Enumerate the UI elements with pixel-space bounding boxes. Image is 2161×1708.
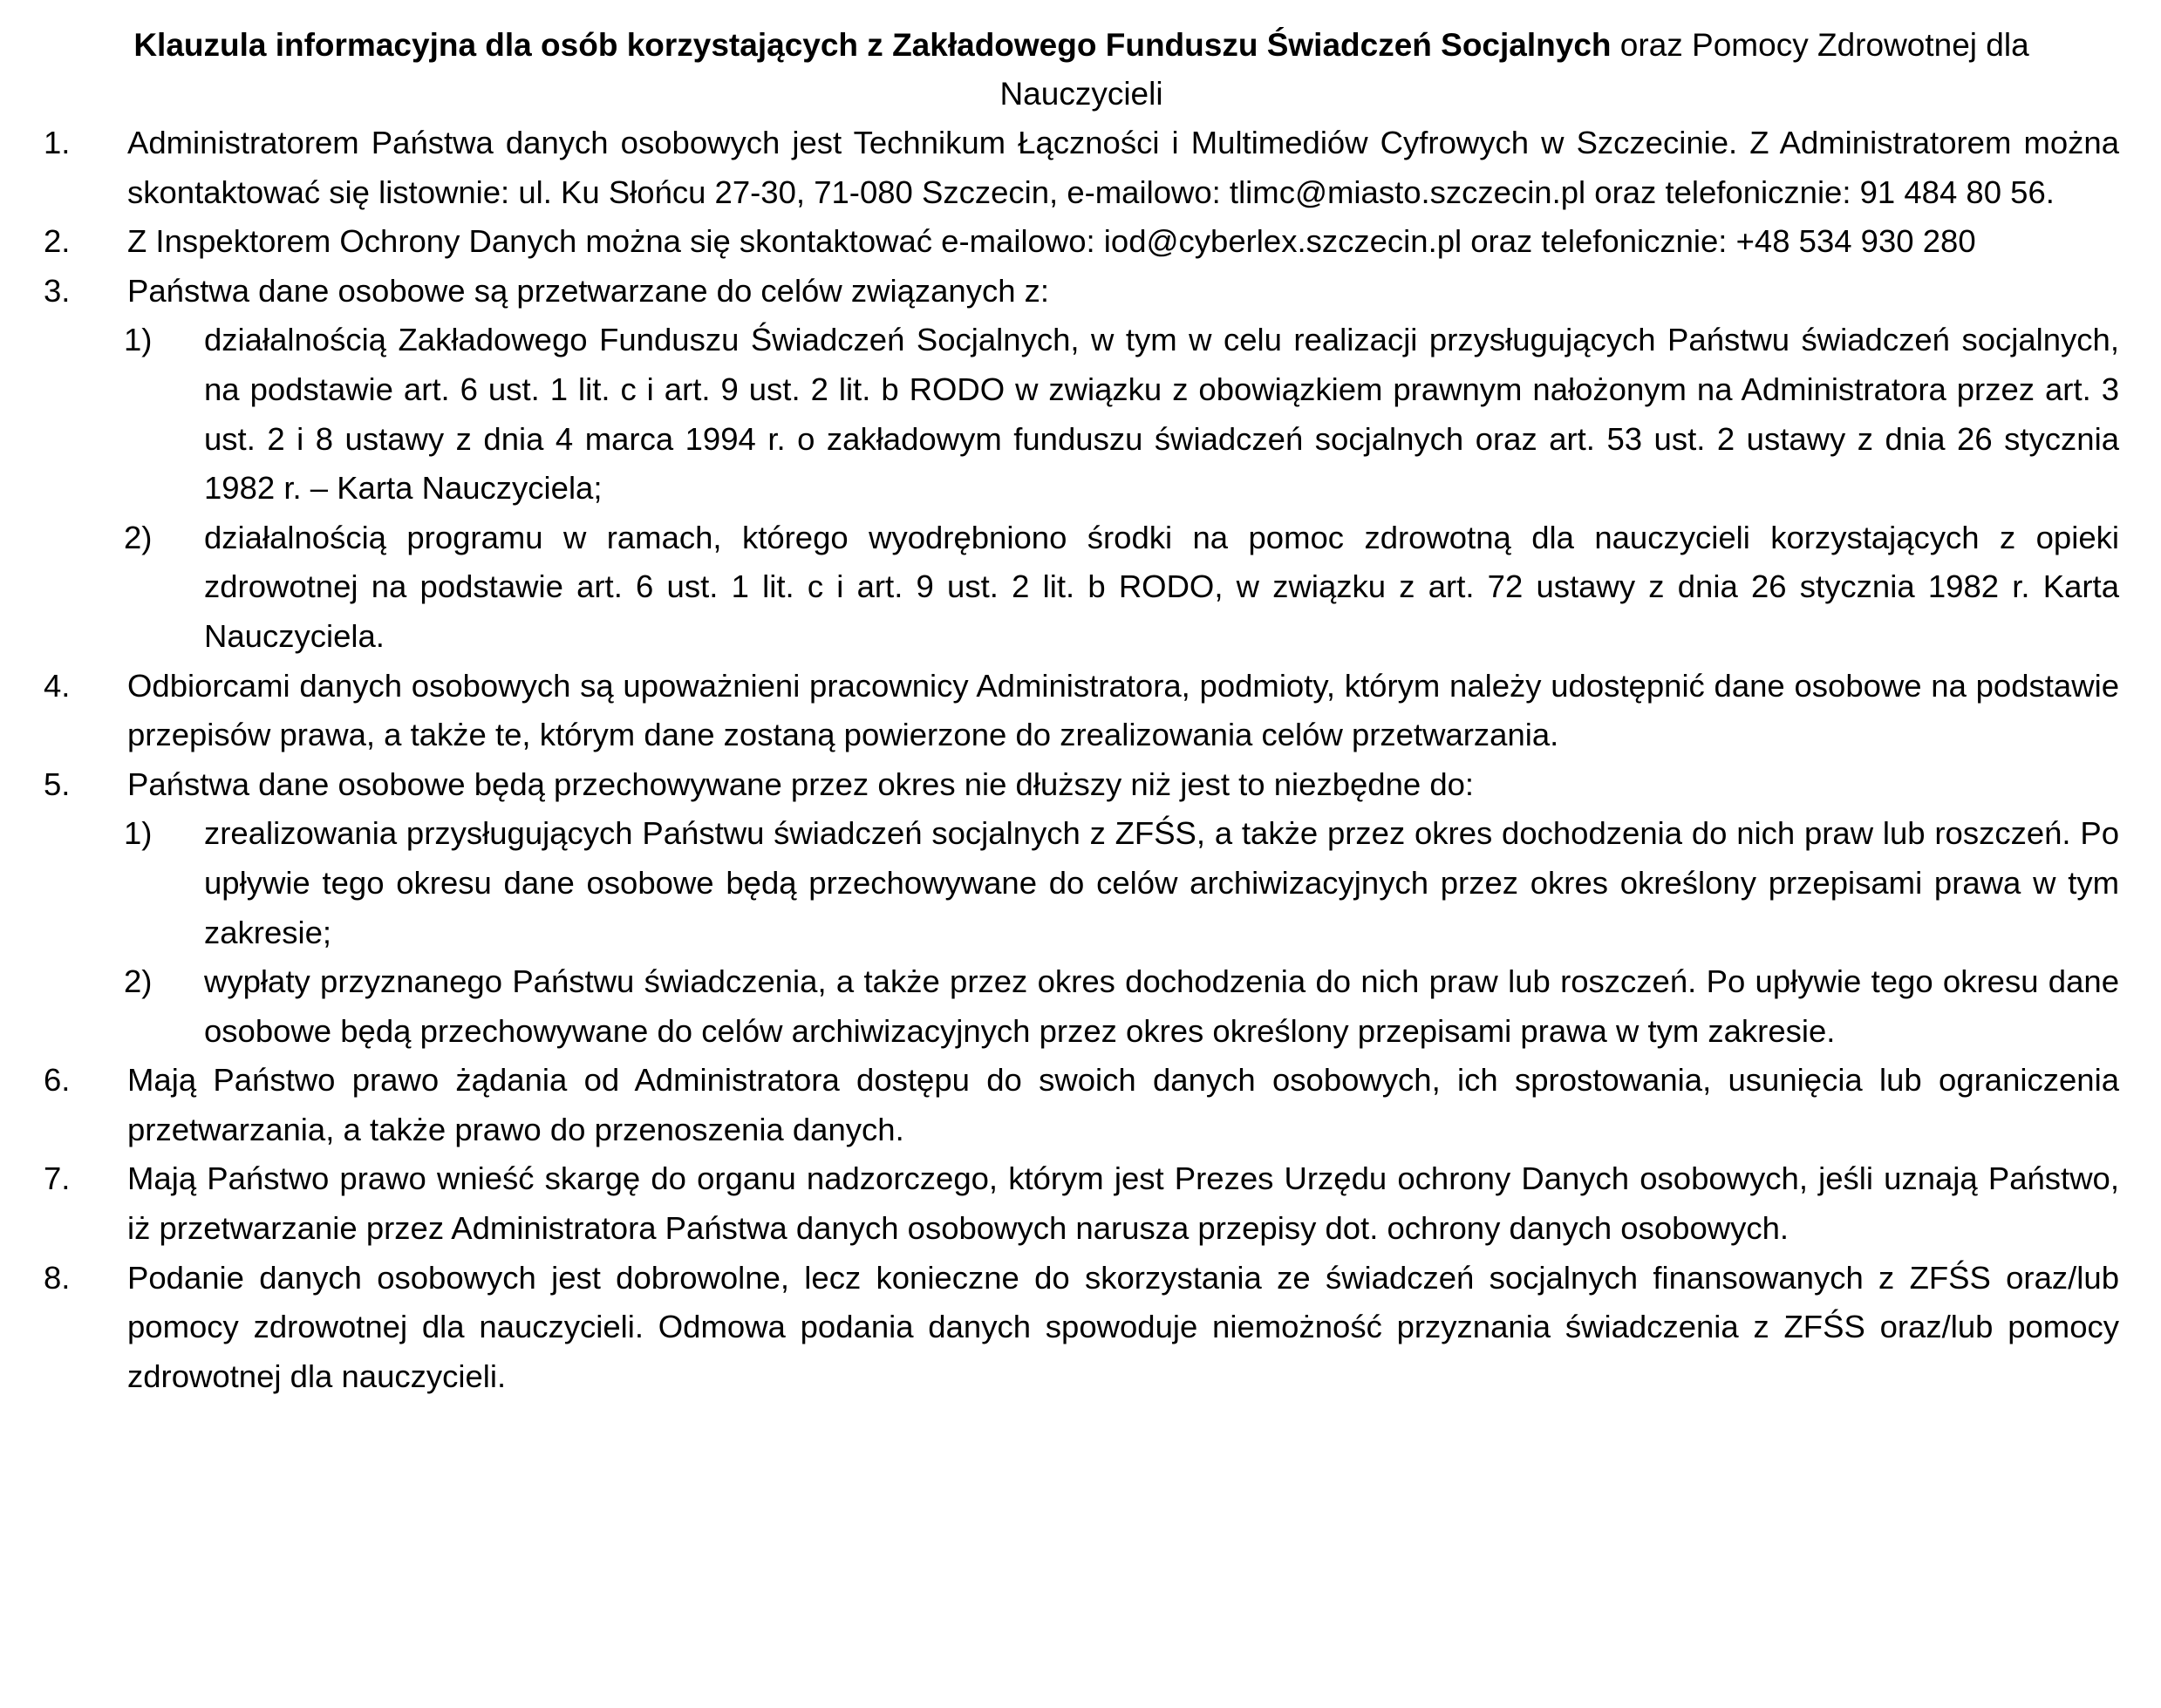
sub-item-text: wypłaty przyznanego Państwu świadczenia, a także przez okres dochodzenia do nich praw lub roszczeń. Po upływie tego okresu dane osobowe będą przechowywane do celów archiwizacyjnych przez okres określony przepisami prawa w tym zakresie. [204,963,2119,1049]
sub-item-text: działalnością Zakładowego Funduszu Świadczeń Socjalnych, w tym w celu realizacji przysługujących Państwu świadczeń socjalnych, na podstawie art. 6 ust. 1 lit. c i art. 9 ust. 2 lit. b RODO w związku z obowiązkiem prawnym nałożonym na Administratora przez art. 3 ust. 2 i 8 ustawy z dnia 4 marca 1994 r. o zakładowym funduszu świadczeń socjalnych oraz art. 53 ust. 2 ustawy z dnia 26 stycznia 1982 r. – Karta Nauczyciela; [204,322,2119,507]
clause-item-6 [44,1056,2119,1154]
clause-item-8 [44,1254,2119,1402]
sub-item-5-2 [124,957,2119,1056]
clause-number: 1. [44,125,71,160]
clause-item-3 [44,267,2119,662]
sub-item-number: 2) [124,963,153,1000]
clause-number: 8. [44,1259,71,1296]
clause-item-5 [44,760,2119,1057]
clause-list [44,119,2119,1401]
clause-number: 3. [44,272,71,309]
clause-text: Państwa dane osobowe są przetwarzane do celów związanych z: [127,272,1050,309]
clause-number: 4. [44,667,71,704]
clause-text: Podanie danych osobowych jest dobrowolne, lecz konieczne do skorzystania ze świadczeń socjalnych finansowanych z ZFŚS oraz/lub pomocy zdrowotnej dla nauczycieli. Odmowa podania danych spowoduje niemożność przyznania świadczenia z ZFŚS oraz/lub pomocy zdrowotnej dla nauczycieli. [127,1259,2119,1394]
clause-text: Mają Państwo prawo żądania od Administratora dostępu do swoich danych osobowych, ich sprostowania, usunięcia lub ograniczenia przetwarzania, a także prawo do przenoszenia danych. [127,1062,2119,1147]
sub-item-text: zrealizowania przysługujących Państwu świadczeń socjalnych z ZFŚS, a także przez okres dochodzenia do nich praw lub roszczeń. Po upływie tego okresu dane osobowe będą przechowywane do celów archiwizacyjnych przez okres określony przepisami prawa w tym zakresie; [204,815,2119,950]
clause-item-2 [44,217,2119,267]
clause-text: Z Inspektorem Ochrony Danych można się skontaktować e-mailowo: iod@cyberlex.szczecin.pl oraz telefonicznie: +48 534 930 280 [127,223,1976,260]
clause-item-7 [44,1154,2119,1253]
sub-item-number: 1) [124,815,153,852]
clause-number: 6. [44,1062,71,1099]
clause-number: 7. [44,1160,71,1197]
clause-number: 5. [44,766,71,802]
sub-item-3-1 [124,316,2119,513]
document-title [44,21,2119,119]
clause-text: Mają Państwo prawo wnieść skargę do organu nadzorczego, którym jest Prezes Urzędu ochrony Danych osobowych, jeśli uznają Państwo, iż przetwarzanie przez Administratora Państwa danych osobowych narusza przepisy dot. ochrony danych osobowych. [127,1160,2119,1247]
sub-item-number: 2) [124,519,153,555]
document-title-bold: Klauzula informacyjna dla osób korzystających z Zakładowego Funduszu Świadczeń Socjalnych [133,27,1612,63]
clause-number: 2. [44,223,71,260]
clause-text: Państwa dane osobowe będą przechowywane przez okres nie dłuższy niż jest to niezbędne do: [127,766,1475,802]
sub-item-5-1 [124,809,2119,957]
sub-item-number: 1) [124,322,153,358]
sub-list [124,316,2119,661]
clause-text: Odbiorcami danych osobowych są upoważnieni pracownicy Administratora, podmioty, którym należy udostępnić dane osobowe na podstawie przepisów prawa, a także te, którym dane zostaną powierzone do zrealizowania celów przetwarzania. [127,667,2119,753]
document-page [44,21,2119,1401]
sub-list [124,809,2119,1056]
sub-item-text: działalnością programu w ramach, którego wyodrębniono środki na pomoc zdrowotną dla nauczycieli korzystających z opieki zdrowotnej na podstawie art. 6 ust. 1 lit. c i art. 9 ust. 2 lit. b RODO, w związku z art. 72 ustawy z dnia 26 stycznia 1982 r. Karta Nauczyciela. [204,519,2119,654]
clause-item-4 [44,662,2119,760]
clause-text: Administratorem Państwa danych osobowych jest Technikum Łączności i Multimediów Cyfrowych w Szczecinie. Z Administratorem można skontaktować się listownie: ul. Ku Słońcu 27-30, 71-080 Szczecin, e-mailowo: tlimc@miasto.szczecin.pl oraz telefonicznie: 91 484 80 56. [127,125,2119,210]
document-title-rest: oraz Pomocy Zdrowotnej dla Nauczycieli [999,27,2029,112]
sub-item-3-2 [124,514,2119,662]
clause-item-1 [44,119,2119,217]
